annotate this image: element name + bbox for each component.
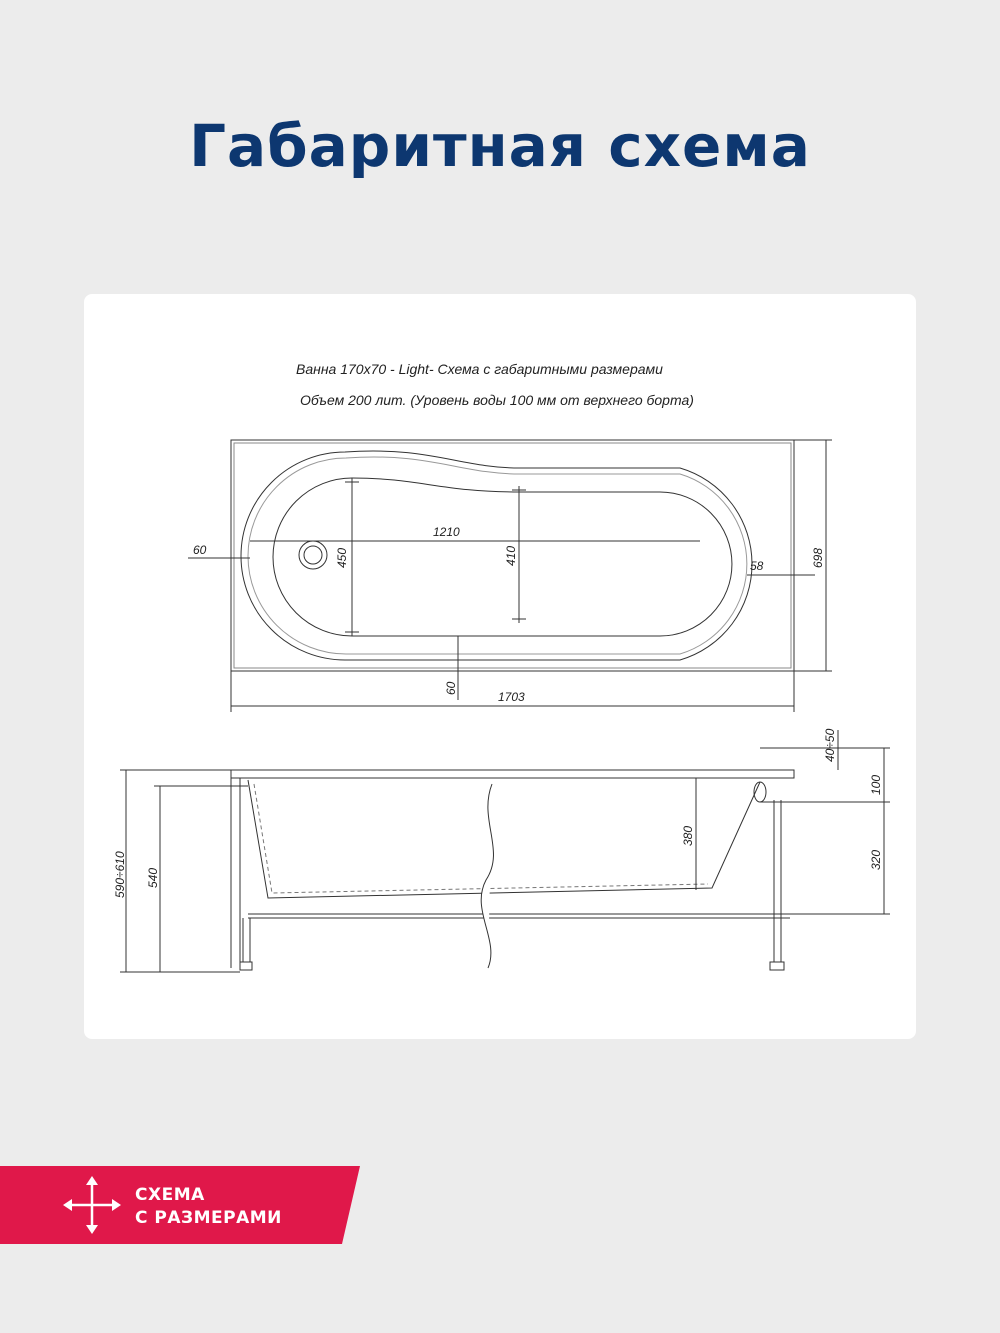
dim-tub-height: 540	[146, 867, 160, 888]
side-view	[120, 730, 890, 972]
dim-bottom-rim: 60	[444, 681, 458, 695]
dim-right-rim: 58	[750, 559, 764, 573]
page-title: Габаритная схема	[189, 112, 811, 180]
badge-line-1: СХЕМА	[135, 1185, 205, 1205]
move-arrows-icon	[62, 1174, 122, 1236]
dim-inner-length: 1210	[433, 525, 460, 539]
dim-inner-width-head: 450	[335, 547, 349, 568]
dim-rim-gap: 40÷50	[823, 728, 837, 762]
dim-inner-width-foot: 410	[504, 545, 518, 566]
top-view	[188, 440, 832, 712]
dim-width: 698	[811, 547, 825, 568]
scheme-badge	[0, 1166, 360, 1244]
dim-overflow-height: 100	[869, 774, 883, 795]
dim-total-height: 590÷610	[113, 851, 127, 898]
dim-leg-height: 320	[869, 849, 883, 870]
dim-depth: 380	[681, 825, 695, 846]
badge-label	[135, 1184, 282, 1230]
badge-line-2: С РАЗМЕРАМИ	[135, 1208, 282, 1228]
dim-length: 1703	[498, 690, 525, 704]
dim-drain-offset: 60	[193, 543, 207, 557]
drawing-caption-volume: Объем 200 лит. (Уровень воды 100 мм от верхнего борта)	[300, 392, 694, 408]
drawing-caption-title: Ванна 170х70 - Light- Схема с габаритными размерами	[296, 361, 663, 377]
drawing-card	[84, 294, 916, 1039]
dimension-drawing	[84, 294, 916, 1039]
